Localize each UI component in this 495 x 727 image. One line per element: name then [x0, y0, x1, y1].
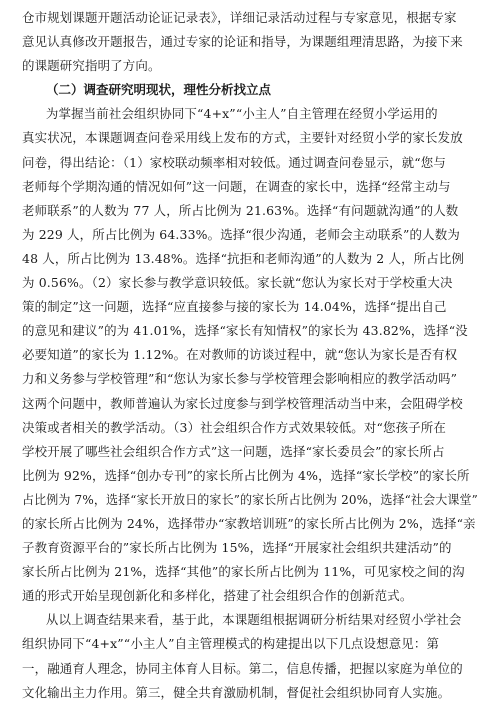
text-line: 必要知道”的家长为 1.12%。在对教师的访谈过程中，就“您认为家长是否有权: [22, 347, 458, 363]
section-heading: （二）调查研究明现状，理性分析找立点: [46, 82, 272, 98]
text-line: 策的制定”这一问题，选择“应直接参与接的家长为 14.04%，选择“提出自己: [22, 299, 447, 315]
text-line: 为 229 人，所占比例为 64.33%。选择“很少沟通，老师会主动联系”的人数为: [22, 226, 460, 242]
text-line: 为掌握当前社会组织协同下“4+x”“小主人”自主管理在经贸小学运用的: [45, 106, 438, 122]
text-line: 老师联系”的人数为 77 人，所占比例为 21.63%。选择“有问题就沟通”的人数: [22, 202, 459, 218]
text-line: 老师每个学期沟通的情况如何”这一问题，在调查的家长中，选择“经常主动与: [22, 178, 451, 194]
intro-paragraph: [22, 6, 480, 78]
text-line: 子教育资源平台的”家长所占比例为 15%，选择“开展家社会组织共建活动”的: [22, 540, 452, 556]
text-line: 决策或者相关的教学活动。（3）社会组织合作方式效果较低。对“您孩子所在: [22, 419, 446, 435]
text-line: 从以上调查结果来看，基于此，本课题组根据调研分析结果对经贸小学社会: [45, 612, 462, 628]
text-line: 比例为 92%，选择“创办专刊”的家长所占比例为 4%，选择“家长学校”的家长所: [22, 467, 470, 483]
text-line: 通的形式开始呈现创新化和多样化，搭建了社会组织合作的创新范式。: [22, 588, 413, 604]
conclusion-paragraph: [22, 608, 480, 704]
text-line: 学校开展了哪些社会组织合作方式”这一问题，选择“家长委员会”的家长所占: [22, 443, 445, 459]
text-line: 家长所占比例为 21%，选择“其他”的家长所占比例为 11%，可见家校之间的沟: [22, 564, 465, 580]
document-page: [22, 6, 480, 705]
text-line: 一，融通育人理念，协同主体育人目标。第二，信息传播，把握以家庭为单位的: [22, 660, 463, 676]
text-line: 问卷，得出结论：（1）家校联动频率相对较低。通过调查问卷显示，就“您与: [22, 154, 446, 170]
text-line: 占比例为 7%，选择“家长开放日的家长”的家长所占比例为 20%，选择“社会大课堂”: [22, 491, 478, 507]
text-line: 这两个问题中，教师普遍认为家长过度参与到学校管理活动当中来，会阻碍学校: [22, 395, 463, 411]
survey-paragraph: [22, 102, 480, 608]
text-line: 仓市规划课题开题活动论证记录表》，详细记录活动过程与专家意见，根据专家: [22, 10, 457, 25]
text-line: 的家长所占比例为 24%，选择带办“家教培训班”的家长所占比例为 2%，选择“亲: [22, 515, 476, 531]
text-line: 意见认真修改开题报告，通过专家的论证和指导，为课题组理清思路，为接下来: [22, 34, 463, 50]
text-line: 的意见和建议”的为 41.01%，选择“家长有知情权”的家长为 43.82%，选择“没: [22, 323, 468, 339]
text-line: 为 0.56%。（2）家长参与教学意识较低。家长就“您认为家长对于学校重大决: [22, 275, 453, 291]
text-line: 力和义务参与学校管理”和“您认为家长参与学校管理会影响相应的教学活动吗”: [22, 371, 458, 387]
text-line: 真实状况，本课题调查问卷采用线上发布的方式，主要针对经贸小学的家长发放: [22, 130, 463, 146]
text-line: 的课题研究指明了方向。: [22, 58, 161, 74]
text-line: 48 人，所占比例为 13.48%。选择“抗拒和老师沟通”的人数为 2 人，所占比例: [22, 250, 465, 266]
text-line: 组织协同下“4+x”“小主人”自主管理模式的构建提出以下几点设想意见：第: [22, 636, 440, 652]
text-line: 文化输出主力作用。第三，健全共育激励机制，督促社会组织协同育人实施。: [22, 684, 451, 700]
